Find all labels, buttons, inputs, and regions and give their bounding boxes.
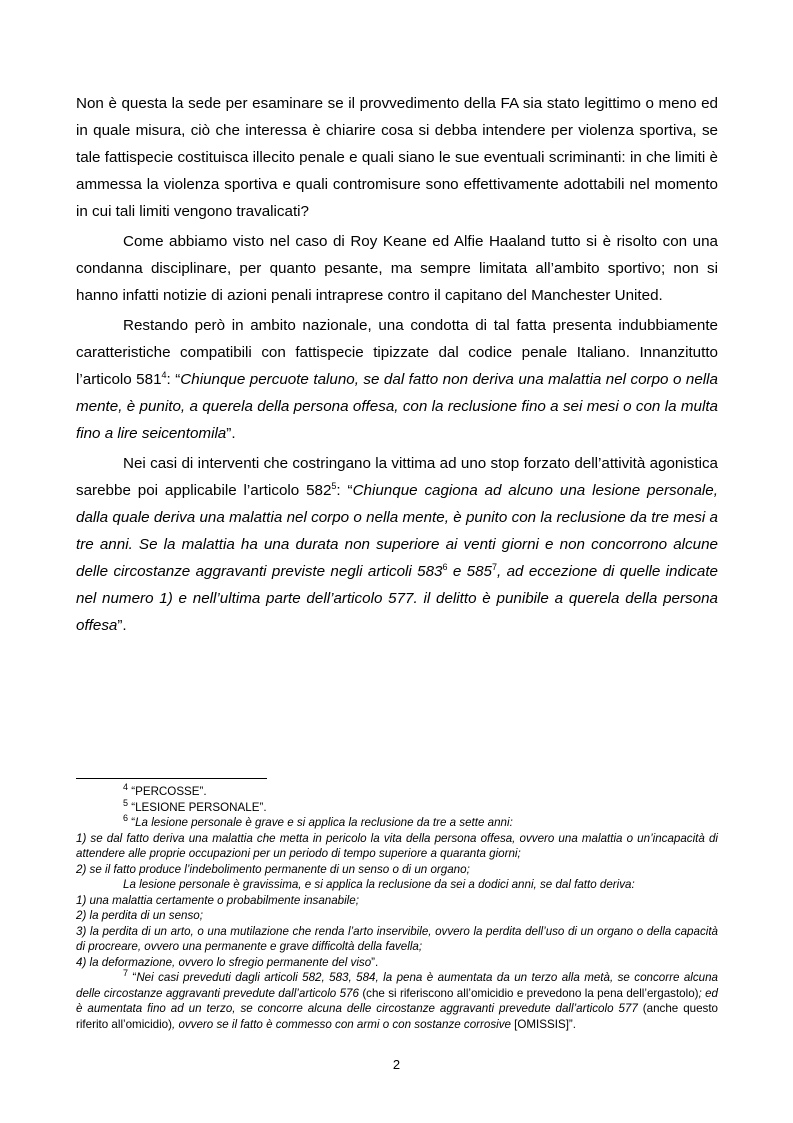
footnote-6-line-5: 1) una malattia certamente o probabilmente insanabile;: [76, 893, 359, 907]
footnote-6-line-4: La lesione personale è gravissima, e si applica la reclusione da sei a dodici anni, se dal fatto deriva:: [123, 878, 635, 891]
paragraph-1-text: Non è questa la sede per esaminare se il provvedimento della FA sia stato legittimo o meno ed in quale misura, ciò che interessa è chiarire cosa si debba intendere per violenza sportiva, se tale fattispecie costituisca illecito penale e quali siano le sue eventuali scriminanti: in che limiti è ammessa la violenza sportiva e quali contromisure sono effettivamente adottabili nel momento in cui tali limiti vengono travalicati?: [76, 95, 718, 220]
footnote-7-part-b: (che si riferiscono all’omicidio e prevedono la pena dell’ergastolo): [358, 986, 699, 1000]
paragraph-4: [76, 450, 718, 639]
paragraph-3-text: Restando però in ambito nazionale, una condotta di tal fatta presenta indubbiamente caratteristiche compatibili con fattispecie tipizzate dal codice penale Italiano. Innanzitutto l’articolo 581: [76, 317, 718, 388]
footnote-6-item: [76, 877, 718, 893]
footnote-6: [76, 815, 718, 831]
footnote-4: [76, 784, 718, 800]
footnote-separator: [76, 778, 267, 779]
footnote-6-item: [76, 862, 718, 878]
footnote-4-number: 4: [123, 782, 129, 793]
page-number: 2: [392, 1057, 401, 1072]
footnote-6-line-8: 4) la deformazione, ovvero lo sfregio permanente del viso: [76, 955, 372, 969]
paragraph-4-text: Nei casi di interventi che costringano la vittima ad uno stop forzato dell’attività agonistica sarebbe poi applicabile l’articolo 582: [76, 455, 718, 499]
footnote-7-number: 7: [123, 968, 129, 979]
footnote-5-text: “LESIONE PERSONALE”.: [128, 800, 267, 814]
footnote-6-item: [76, 955, 718, 971]
footnote-5: [76, 797, 718, 816]
footnote-6-line-1: La lesione personale è grave e si applica la reclusione da tre a sette anni:: [135, 816, 513, 829]
quote-article-581: Chiunque percuote taluno, se dal fatto non deriva una malattia nel corpo o nella mente, è punito, a querela della persona offesa, con la reclusione fino a sei mesi o con la multa fino a lire seicentomila: [76, 371, 718, 442]
footnote-6-end: ”.: [371, 955, 379, 969]
footnotes: [76, 784, 718, 1032]
paragraph-2-text: Come abbiamo visto nel caso di Roy Keane ed Alfie Haaland tutto si è risolto con una condanna disciplinare, per quanto pesante, ma sempre limitata all’ambito sportivo; non si hanno infatti notizie di azioni penali intraprese contro il capitano del Manchester United.: [76, 233, 718, 304]
footnote-6-item: [76, 908, 718, 924]
footnote-6-line-6: 2) la perdita di un senso;: [76, 909, 203, 922]
footnote-6-item: [76, 924, 718, 955]
footnote-6-line-2: 1) se dal fatto deriva una malattia che metta in pericolo la vita della persona offesa, ovvero una malattia o un’incapacità di attendere alle proprie occupazioni per un periodo di tempo superiore a quaranta giorni;: [76, 831, 718, 860]
footnote-6-item: [76, 831, 718, 862]
footnote-ref-6[interactable]: 6: [442, 561, 448, 572]
footnote-7-part-e: , ovvero se il fatto è commesso con armi o con sostanze corrosive: [172, 1017, 511, 1031]
paragraph-3-end: ”.: [226, 425, 236, 442]
footnote-ref-7[interactable]: 7: [491, 561, 497, 572]
paragraph-3: [76, 312, 718, 447]
footnote-6-line-3: 2) se il fatto produce l’indebolimento permanente di un senso o di un organo;: [76, 862, 470, 876]
footnote-7-part-c: ; ed è aumentata fino ad un terzo, se concorre alcuna delle circostanze aggravanti prevedute dall’articolo 577: [76, 986, 718, 1015]
footnote-7-part-a: Nei casi preveduti dagli articoli 582, 583, 584, la pena è aumentata da un terzo alla metà, se concorre alcuna delle circostanze aggravanti prevedute dall’articolo 576: [76, 971, 718, 1000]
quote-article-582-part-1: Chiunque cagiona ad alcuno una lesione personale, dalla quale deriva una malattia nel corpo o nella mente, è punito con la reclusione da tre mesi a tre anni. Se la malattia ha una durata non superiore ai venti giorni e non concorrono alcune delle circostanze aggravanti previste negli articoli 583: [76, 482, 718, 580]
paragraph-1: [76, 90, 718, 225]
paragraph-4-end: ”.: [117, 617, 127, 634]
footnote-6-line-7: 3) la perdita di un arto, o una mutilazione che renda l’arto inservibile, ovvero la perdita dell’uso di un organo o della capacità di procreare, ovvero una permanente e grave difficoltà della favella;: [76, 924, 718, 953]
footnote-ref-5[interactable]: 5: [331, 480, 337, 491]
paragraph-3-colon: : “: [166, 371, 181, 388]
footnote-7-part-f: [OMISSIS]”.: [510, 1017, 576, 1031]
footnote-4-text: “PERCOSSE”.: [128, 785, 207, 798]
footnote-7: [76, 970, 718, 1032]
footnote-7-part-d: (anche questo riferito all’omicidio): [76, 1002, 719, 1031]
quote-article-582-part-2: e 585: [447, 563, 492, 580]
footnote-5-number: 5: [123, 797, 129, 808]
paragraph-2: [76, 228, 718, 309]
footnote-6-item: [76, 893, 718, 909]
footnote-7-open: “: [128, 971, 137, 984]
footnote-6-open: “: [128, 816, 136, 829]
footnote-6-number: 6: [123, 813, 129, 824]
quote-article-582-part-3: , ad eccezione di quelle indicate nel numero 1) e nell’ultima parte dell’articolo 577. il delitto è punibile a querela della persona offesa: [76, 563, 718, 634]
body-text: [76, 90, 718, 642]
paragraph-4-colon: : “: [336, 482, 353, 499]
footnote-ref-4[interactable]: 4: [161, 369, 167, 380]
